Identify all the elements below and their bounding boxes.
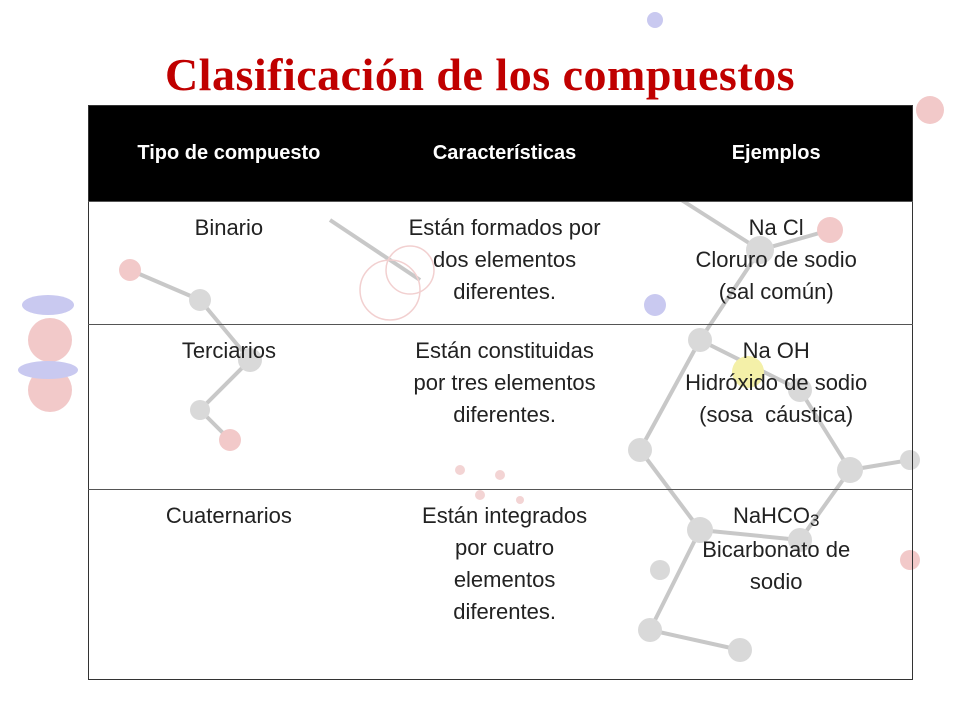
text-line: diferentes. bbox=[453, 599, 556, 624]
example-name: sodio bbox=[749, 569, 803, 594]
text-line: elementos bbox=[453, 567, 556, 592]
classification-table bbox=[88, 105, 913, 680]
row-binario-ejemplos bbox=[640, 202, 912, 325]
formula-text: NaHCO bbox=[732, 503, 810, 528]
table-row bbox=[89, 325, 913, 490]
table-row bbox=[89, 202, 913, 325]
row-cuaternarios-ejemplos bbox=[640, 490, 912, 680]
example-formula: Na OH bbox=[742, 338, 810, 363]
text-line: por cuatro bbox=[455, 535, 555, 560]
example-common-name: (sal común) bbox=[718, 279, 834, 304]
compound-type: Cuaternarios bbox=[165, 503, 292, 528]
compound-type: Terciarios bbox=[181, 338, 276, 363]
row-terciarios-ejemplos bbox=[640, 325, 912, 490]
row-binario-caracteristicas bbox=[369, 202, 641, 325]
row-cuaternarios-caracteristicas bbox=[369, 490, 641, 680]
example-formula: Na Cl bbox=[748, 215, 804, 240]
formula-subscript: 3 bbox=[809, 511, 820, 530]
header-tipo: Tipo de compuesto bbox=[89, 106, 369, 202]
text-line: diferentes. bbox=[453, 402, 556, 427]
header-caracteristicas: Características bbox=[369, 106, 641, 202]
example-name: Bicarbonato de bbox=[702, 537, 851, 562]
example-name: Hidróxido de sodio bbox=[685, 370, 868, 395]
example-formula bbox=[641, 500, 911, 534]
row-terciarios-tipo bbox=[89, 325, 369, 490]
example-name: Cloruro de sodio bbox=[695, 247, 857, 272]
table-row bbox=[89, 490, 913, 680]
example-common-name: (sosa cáustica) bbox=[699, 402, 854, 427]
header-ejemplos: Ejemplos bbox=[640, 106, 912, 202]
table-header-row bbox=[89, 106, 913, 202]
row-cuaternarios-tipo bbox=[89, 490, 369, 680]
text-line: diferentes. bbox=[453, 279, 556, 304]
text-line: Están integrados bbox=[422, 503, 588, 528]
row-binario-tipo bbox=[89, 202, 369, 325]
text-line: Están constituidas bbox=[415, 338, 594, 363]
text-line: dos elementos bbox=[433, 247, 577, 272]
page-title: Clasificación de los compuestos bbox=[164, 49, 796, 100]
compound-type: Binario bbox=[194, 215, 264, 240]
text-line: Están formados por bbox=[408, 215, 601, 240]
text-line: por tres elementos bbox=[413, 370, 596, 395]
row-terciarios-caracteristicas bbox=[369, 325, 641, 490]
